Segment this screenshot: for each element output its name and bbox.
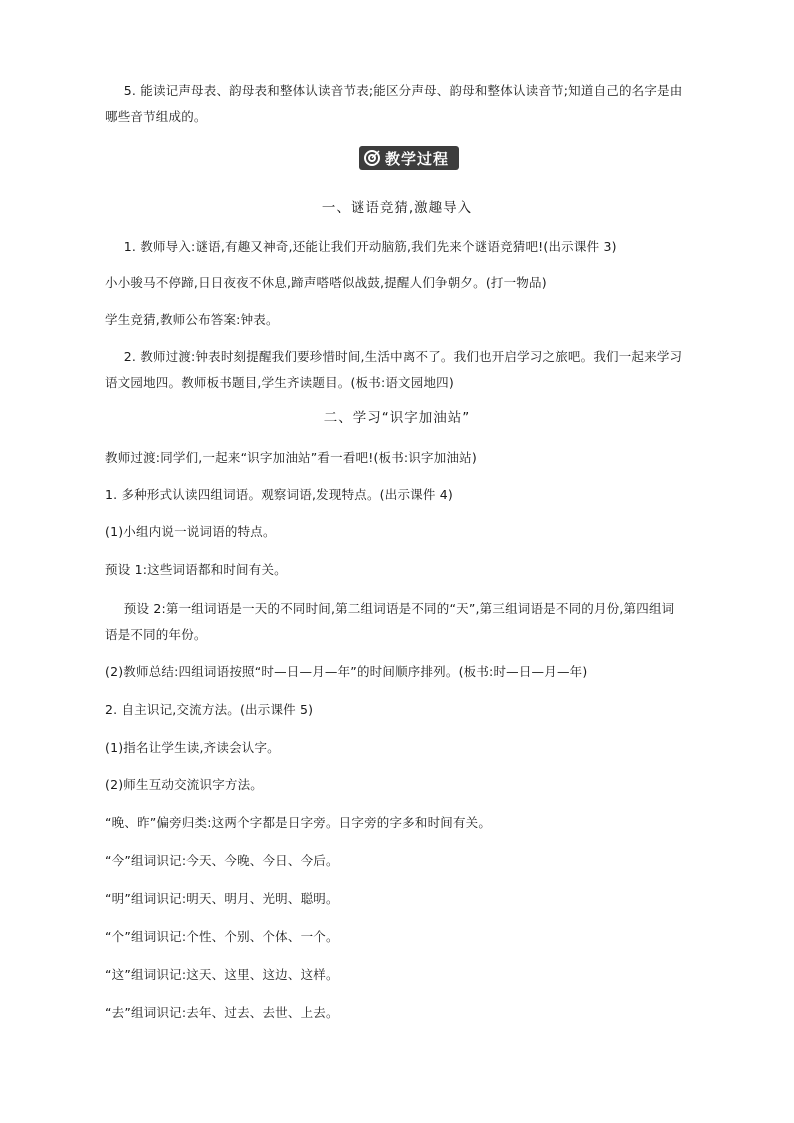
section-2-paragraph-13: “个”组词识记:个性、个别、个体、一个。 bbox=[105, 929, 339, 944]
objective-item-5-line-1: 5. 能读记声母表、韵母表和整体认读音节表;能区分声母、韵母和整体认读音节;知道自己的名字是由 bbox=[123, 83, 683, 98]
section-1-heading: 一、谜语竞猜,激趣导入 bbox=[321, 200, 473, 216]
objective-item-5-line-2: 哪些音节组成的。 bbox=[105, 109, 207, 124]
section-2-paragraph-3: (1)小组内说一说词语的特点。 bbox=[105, 524, 276, 539]
section-1-paragraph-1: 1. 教师导入:谜语,有趣又神奇,还能让我们开动脑筋,我们先来个谜语竞猜吧!(出示课件 3) bbox=[123, 239, 617, 254]
section-1-riddle: 小小骏马不停蹄,日日夜夜不休息,蹄声嗒嗒似战鼓,提醒人们争朝夕。(打一物品) bbox=[105, 275, 547, 290]
section-2-paragraph-2: 1. 多种形式认读四组词语。观察词语,发现特点。(出示课件 4) bbox=[105, 487, 453, 502]
target-icon bbox=[363, 149, 381, 167]
section-2-paragraph-7: 2. 自主识记,交流方法。(出示课件 5) bbox=[105, 702, 314, 717]
section-2-paragraph-11: “今”组词识记:今天、今晚、今日、今后。 bbox=[105, 853, 339, 868]
section-2-paragraph-6: (2)教师总结:四组词语按照“时—日—月—年”的时间顺序排列。(板书:时—日—月—年) bbox=[105, 664, 588, 679]
section-2-paragraph-15: “去”组词识记:去年、过去、去世、上去。 bbox=[105, 1005, 339, 1020]
section-2-paragraph-9: (2)师生互动交流识字方法。 bbox=[105, 777, 264, 792]
section-1-answer: 学生竞猜,教师公布答案:钟表。 bbox=[105, 312, 279, 327]
section-2-paragraph-5-line-1: 预设 2:第一组词语是一天的不同时间,第二组词语是不同的“天”,第三组词语是不同的月份,第四组词 bbox=[123, 601, 675, 616]
section-1-paragraph-4-line-2: 语文园地四。教师板书题目,学生齐读题目。(板书:语文园地四) bbox=[105, 375, 454, 390]
teaching-process-banner bbox=[359, 146, 459, 170]
section-2-paragraph-5-line-2: 语是不同的年份。 bbox=[105, 627, 207, 642]
section-2-paragraph-14: “这”组词识记:这天、这里、这边、这样。 bbox=[105, 967, 339, 982]
section-2-heading: 二、学习“识字加油站” bbox=[323, 410, 471, 426]
section-2-paragraph-12: “明”组词识记:明天、明月、光明、聪明。 bbox=[105, 891, 339, 906]
section-2-paragraph-1: 教师过渡:同学们,一起来“识字加油站”看一看吧!(板书:识字加油站) bbox=[105, 450, 477, 465]
section-2-paragraph-4: 预设 1:这些词语都和时间有关。 bbox=[105, 562, 287, 577]
section-2-paragraph-8: (1)指名让学生读,齐读会认字。 bbox=[105, 740, 280, 755]
section-2-paragraph-10: “晚、昨”偏旁归类:这两个字都是日字旁。日字旁的字多和时间有关。 bbox=[105, 815, 492, 830]
banner-title: 教学过程 bbox=[385, 149, 450, 168]
section-1-paragraph-4-line-1: 2. 教师过渡:钟表时刻提醒我们要珍惜时间,生活中离不了。我们也开启学习之旅吧。我们一起来学习 bbox=[123, 349, 683, 364]
